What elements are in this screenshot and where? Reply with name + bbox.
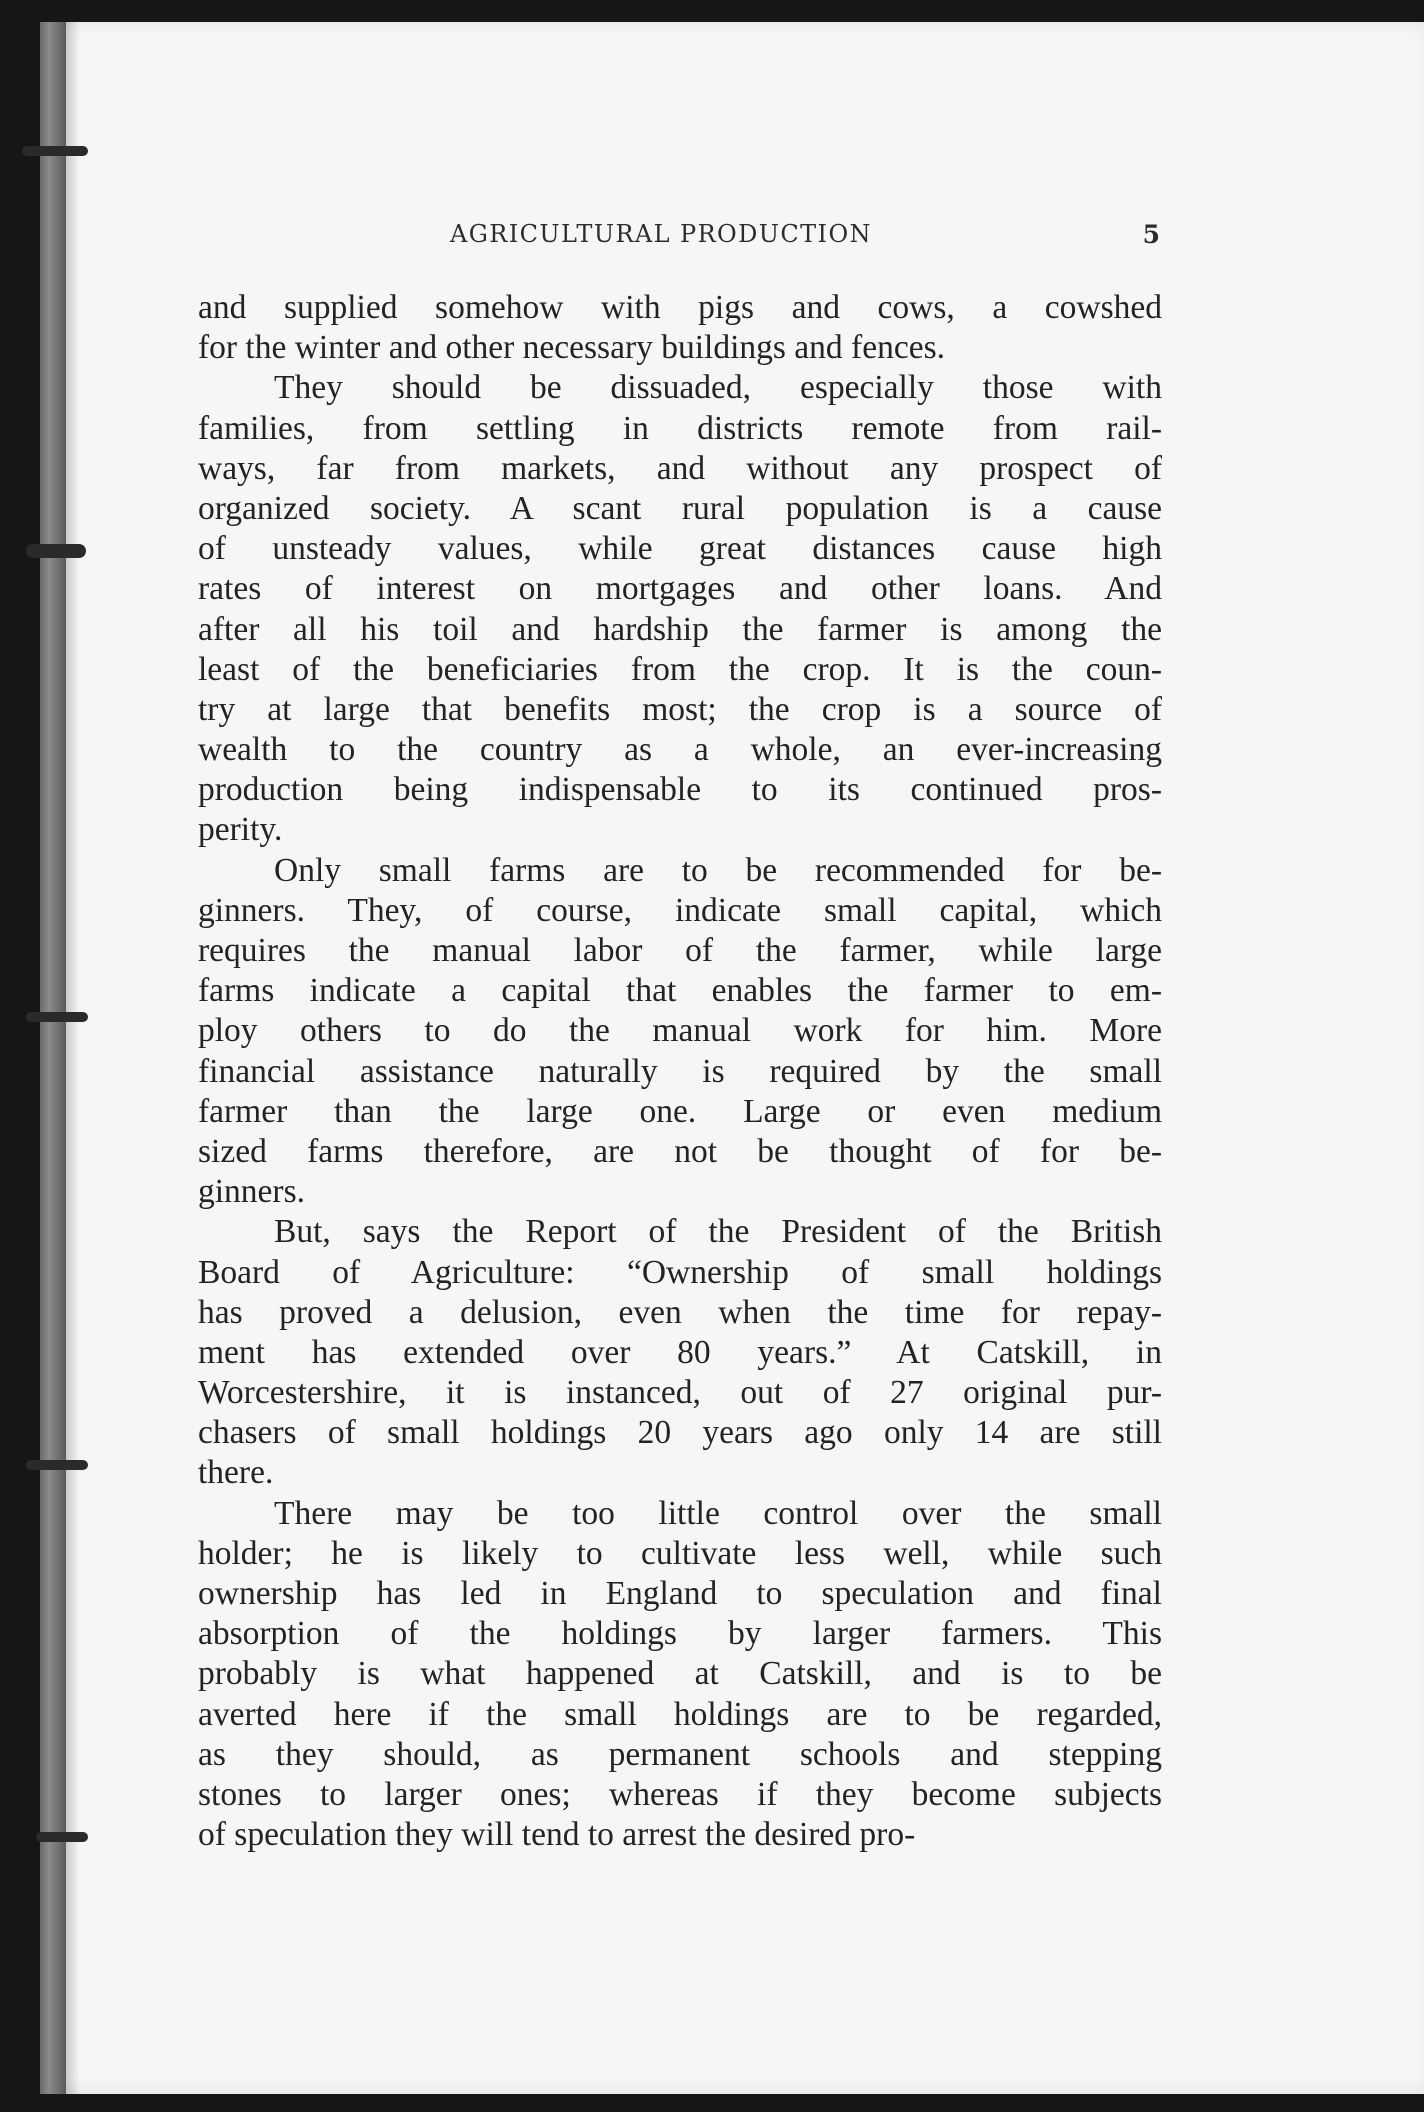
text-line: probably is what happened at Catskill, and is to be — [198, 1655, 1162, 1693]
text-line: But, says the Report of the President of the British — [274, 1213, 1162, 1251]
paragraph — [198, 1212, 1162, 1493]
text-line: and supplied somehow with pigs and cows, a cowshed — [198, 289, 1162, 326]
text-line: Board of Agriculture: “Ownership of small holdings — [198, 1253, 1162, 1291]
text-line: as they should, as permanent schools and stepping — [198, 1735, 1162, 1773]
page-number: 5 — [1142, 220, 1160, 249]
paragraph — [198, 851, 1162, 1213]
running-head-title: AGRICULTURAL PRODUCTION — [450, 220, 872, 248]
running-head — [198, 220, 1160, 260]
binding-stitch — [36, 1832, 88, 1842]
text-line: least of the beneficiaries from the crop. It is the coun- — [198, 650, 1162, 688]
text-line: stones to larger ones; whereas if they become subjects — [198, 1775, 1162, 1813]
text-line: of speculation they will tend to arrest the desired pro- — [198, 1816, 916, 1854]
paragraph — [198, 288, 1162, 368]
binding-stitch — [26, 1012, 88, 1022]
text-line: Only small farms are to be recommended for be- — [274, 851, 1162, 889]
binding-stitch — [26, 1460, 88, 1470]
text-line: has proved a delusion, even when the time for repay- — [198, 1293, 1162, 1331]
text-line: There may be too little control over the small — [274, 1494, 1162, 1532]
text-line: perity. — [198, 811, 283, 849]
text-line: organized society. A scant rural population is a cause — [198, 489, 1162, 527]
text-line: averted here if the small holdings are to be regarded, — [198, 1695, 1162, 1733]
text-line: ploy others to do the manual work for him. More — [198, 1012, 1162, 1050]
text-line: ways, far from markets, and without any prospect of — [198, 449, 1162, 487]
text-line: farms indicate a capital that enables the farmer to em- — [198, 972, 1162, 1010]
text-line: rates of interest on mortgages and other loans. And — [198, 570, 1162, 608]
binding-stitch — [26, 544, 86, 558]
text-line: financial assistance naturally is required by the small — [198, 1052, 1162, 1090]
text-line: Worcestershire, it is instanced, out of 27 original pur- — [198, 1374, 1162, 1412]
text-line: ment has extended over 80 years.” At Catskill, in — [198, 1333, 1162, 1371]
paragraph — [198, 1494, 1162, 1856]
text-line: after all his toil and hardship the farmer is among the — [198, 610, 1162, 648]
text-line: ownership has led in England to speculation and final — [198, 1575, 1162, 1612]
text-line: chasers of small holdings 20 years ago only 14 are still — [198, 1414, 1162, 1452]
text-line: ginners. — [198, 1173, 305, 1211]
text-line: holder; he is likely to cultivate less well, while such — [198, 1534, 1162, 1572]
text-line: wealth to the country as a whole, an ever-increasing — [198, 731, 1162, 769]
binding-strip — [40, 22, 66, 2094]
text-line: for the winter and other necessary buildings and fences. — [198, 329, 945, 367]
text-line: production being indispensable to its continued pros- — [198, 771, 1162, 809]
text-line: ginners. They, of course, indicate small capital, which — [198, 891, 1162, 929]
text-line: there. — [198, 1454, 274, 1492]
text-line: try at large that benefits most; the crop is a source of — [198, 690, 1162, 728]
text-line: sized farms therefore, are not be thought of for be- — [198, 1132, 1162, 1170]
text-line: They should be dissuaded, especially those with — [274, 369, 1162, 407]
text-line: families, from settling in districts remote from rail- — [198, 409, 1162, 447]
body-text — [198, 288, 1162, 1855]
text-line: farmer than the large one. Large or even medium — [198, 1092, 1162, 1130]
paragraph — [198, 368, 1162, 850]
text-line: requires the manual labor of the farmer, while large — [198, 932, 1162, 969]
text-line: absorption of the holdings by larger farmers. This — [198, 1615, 1162, 1653]
binding-shadow — [66, 22, 80, 2094]
binding-stitch — [22, 146, 88, 156]
text-line: of unsteady values, while great distances cause high — [198, 530, 1162, 568]
